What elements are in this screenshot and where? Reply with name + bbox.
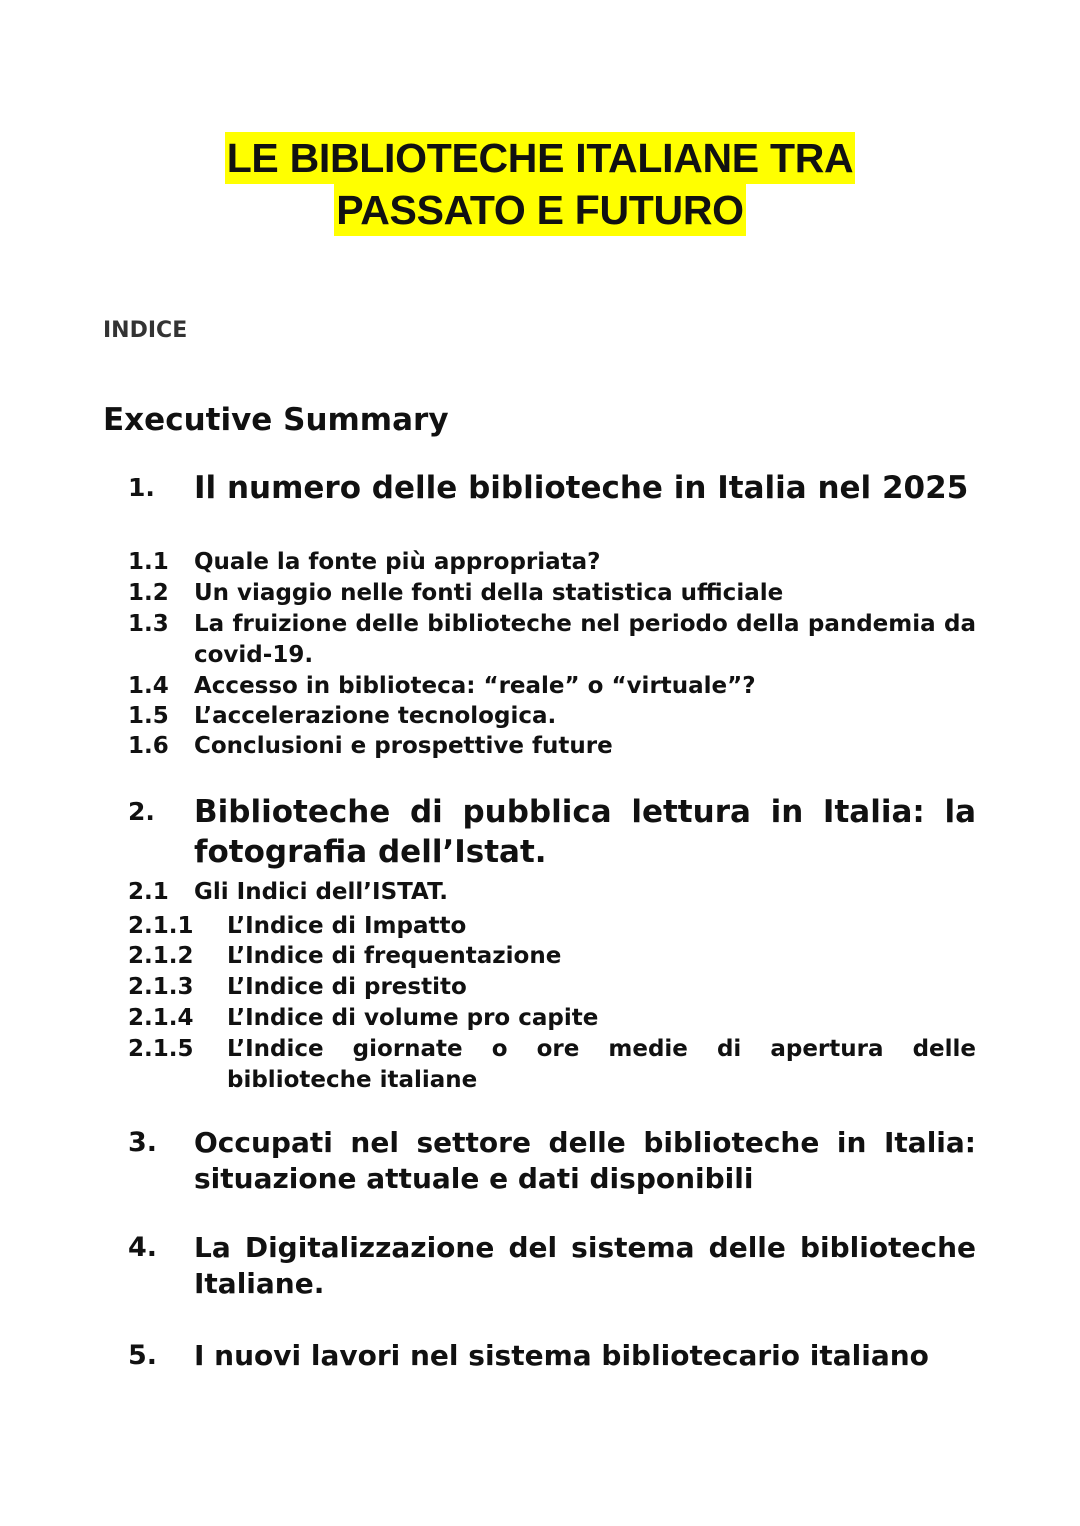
section-number: 1.3 — [128, 611, 169, 637]
document-title — [0, 132, 1080, 236]
chapter-number: 2. — [128, 797, 155, 826]
index-heading: INDICE — [103, 318, 188, 343]
toc-section-1-4 — [128, 671, 976, 702]
toc-section-2-1-1 — [128, 911, 976, 942]
toc-section-1-6 — [128, 731, 976, 762]
toc-section-2-1 — [128, 877, 976, 908]
section-title: Conclusioni e prospettive future — [194, 733, 613, 759]
toc-chapter-3 — [128, 1125, 976, 1197]
section-title: L’accelerazione tecnologica. — [194, 703, 557, 729]
section-number: 2.1.3 — [128, 974, 194, 1000]
toc-chapter-4 — [128, 1230, 976, 1302]
section-title: Accesso in biblioteca: “reale” o “virtuale”? — [194, 673, 756, 699]
section-number: 2.1.1 — [128, 913, 194, 939]
title-line-2: PASSATO E FUTURO — [334, 184, 746, 236]
section-number: 1.4 — [128, 673, 169, 699]
section-title: L’Indice di frequentazione — [227, 943, 562, 969]
section-number: 1.6 — [128, 733, 169, 759]
section-title: L’Indice di prestito — [227, 974, 467, 1000]
toc-section-2-1-3 — [128, 972, 976, 1003]
section-title: La fruizione delle biblioteche nel periodo della pandemia da covid-19. — [194, 611, 976, 668]
section-number: 2.1.5 — [128, 1036, 194, 1062]
toc-chapter-2 — [128, 792, 976, 872]
chapter-title: Occupati nel settore delle biblioteche in Italia: situazione attuale e dati disponibili — [194, 1126, 976, 1195]
chapter-number: 1. — [128, 473, 155, 502]
chapter-number: 4. — [128, 1232, 158, 1263]
section-title: L’Indice di Impatto — [227, 913, 467, 939]
chapter-title: La Digitalizzazione del sistema delle biblioteche Italiane. — [194, 1231, 976, 1300]
chapter-title: I nuovi lavori nel sistema bibliotecario italiano — [194, 1339, 929, 1372]
chapter-number: 3. — [128, 1127, 158, 1158]
toc-executive-summary: Executive Summary — [103, 402, 449, 438]
chapter-number: 5. — [128, 1340, 158, 1371]
toc-section-1-3 — [128, 609, 976, 671]
chapter-title: Biblioteche di pubblica lettura in Italia: la fotografia dell’Istat. — [194, 794, 976, 870]
toc-section-1-1 — [128, 547, 976, 578]
title-line-1: LE BIBLIOTECHE ITALIANE TRA — [225, 132, 856, 184]
section-number: 2.1 — [128, 879, 169, 905]
toc-chapter-5 — [128, 1338, 976, 1374]
section-number: 1.1 — [128, 549, 169, 575]
chapter-title: Il numero delle biblioteche in Italia nel 2025 — [194, 470, 969, 506]
section-title: L’Indice di volume pro capite — [227, 1005, 599, 1031]
section-number: 1.2 — [128, 580, 169, 606]
section-title: Quale la fonte più appropriata? — [194, 549, 601, 575]
section-title: Gli Indici dell’ISTAT. — [194, 879, 448, 905]
toc-section-2-1-2 — [128, 941, 976, 972]
toc-section-1-2 — [128, 578, 976, 609]
toc-section-2-1-5 — [128, 1034, 976, 1096]
section-number: 1.5 — [128, 703, 169, 729]
section-number: 2.1.2 — [128, 943, 194, 969]
toc-section-1-5 — [128, 701, 976, 732]
section-title: L’Indice giornate o ore medie di apertura delle biblioteche italiane — [227, 1036, 976, 1093]
toc-chapter-1 — [128, 468, 976, 508]
section-number: 2.1.4 — [128, 1005, 194, 1031]
toc-section-2-1-4 — [128, 1003, 976, 1034]
section-title: Un viaggio nelle fonti della statistica ufficiale — [194, 580, 784, 606]
